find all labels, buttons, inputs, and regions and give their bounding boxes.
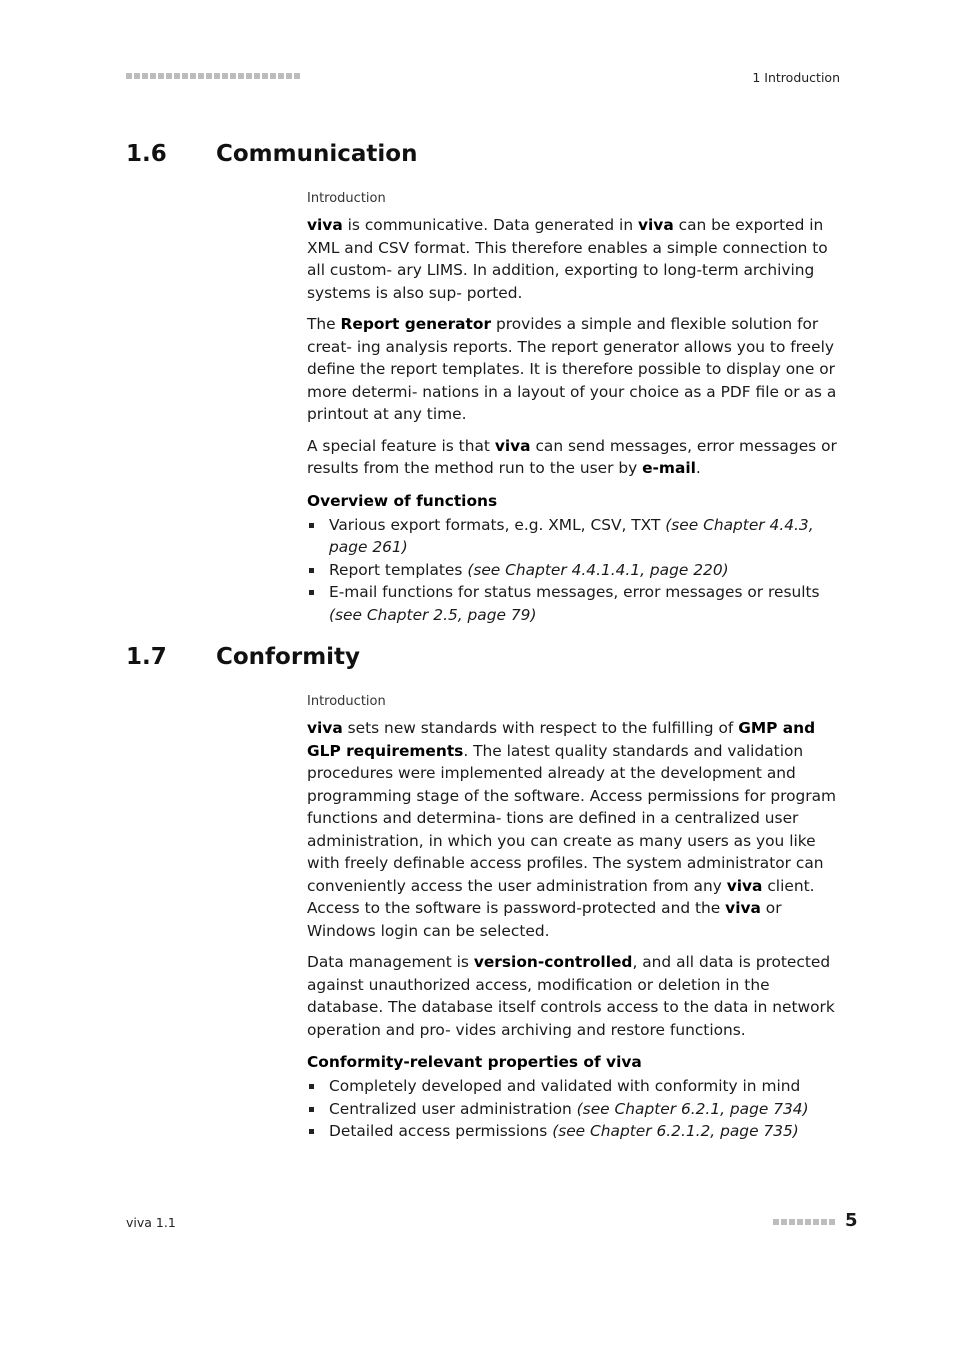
section-title: Conformity	[216, 644, 361, 670]
section-title: Communication	[216, 141, 418, 167]
bold-term: e-mail	[642, 459, 696, 477]
paragraphs	[307, 717, 840, 1041]
section-body-communication	[307, 191, 840, 626]
subheading-overview-of-functions: Overview of functions	[307, 491, 498, 510]
list-item	[307, 581, 840, 626]
margin-label: Introduction	[307, 191, 386, 206]
footer-decoration	[773, 1219, 835, 1225]
text-run: can send messages, error messages or results from the method run to the user by	[307, 436, 837, 477]
list-item-text: Detailed access permissions	[329, 1122, 553, 1140]
bold-term: viva	[637, 216, 674, 234]
section-heading-communication	[126, 141, 417, 167]
cross-reference-link[interactable]: (see Chapter 6.2.1, page 734)	[576, 1099, 809, 1118]
text-run: Data management is	[307, 953, 474, 971]
text-run: can be exported in XML and CSV format. This therefore enables a simple connection to all custom- ary LIMS. In addition, exporting to long-term archiving systems is also sup- ported.	[307, 216, 828, 302]
paragraphs	[307, 214, 840, 480]
bold-term: GMP and GLP requirements	[307, 719, 816, 760]
list-item-text: Completely developed and validated with conformity in mind	[329, 1077, 801, 1095]
list-item-text: E-mail functions for status messages, error messages or results	[329, 583, 820, 601]
section-number: 1.7	[126, 644, 167, 670]
functions-list	[307, 514, 840, 627]
cross-reference-link[interactable]: (see Chapter 4.4.3, page 261)	[329, 515, 814, 556]
section-body-conformity	[307, 694, 840, 1143]
list-item	[307, 559, 840, 582]
bold-term: version-controlled	[473, 953, 633, 971]
list-item	[307, 514, 840, 559]
paragraph	[307, 214, 840, 304]
bold-term: viva	[307, 719, 343, 737]
text-run: A special feature is that	[307, 436, 495, 455]
bold-term: viva	[494, 436, 531, 455]
section-heading-conformity	[126, 644, 360, 670]
bold-term: viva	[726, 876, 763, 895]
cross-reference-link[interactable]: (see Chapter 4.4.1.4.1, page 220)	[467, 560, 729, 579]
text-run: .	[695, 459, 701, 477]
text-run: , and all data is protected against unauthorized access, modification or deletion in the database. The database itself controls access to the data in network operation and pro- vides archiving and restore functions.	[307, 953, 835, 1039]
list-item	[307, 1120, 840, 1143]
cross-reference-link[interactable]: (see Chapter 6.2.1.2, page 735)	[552, 1122, 799, 1140]
cross-reference-link[interactable]: (see Chapter 2.5, page 79)	[329, 605, 537, 624]
subheading-conformity-properties: Conformity-relevant properties of viva	[307, 1053, 642, 1071]
list-item	[307, 1098, 840, 1121]
list-item-text: Report templates	[329, 560, 468, 579]
paragraph	[307, 717, 840, 942]
header-decoration	[126, 73, 300, 79]
text-run: . The latest quality standards and validation procedures were implemented already at the development and programming stage of the software. Access permissions for program functions and determina- tions are defined in a centralized user administration, in which you can create as many users as you like with freely definable access profiles. The system administrator can conveniently access the user administration from any	[307, 741, 837, 895]
bold-term: viva	[725, 899, 761, 917]
page-number: 5	[845, 1210, 858, 1231]
text-run: The	[307, 315, 341, 333]
list-item	[307, 1075, 840, 1098]
text-run: provides a simple and flexible solution for creat- ing analysis reports. The report generator allows you to freely define the report templates. It is therefore possible to display one or more determi- nations in a layout of your choice as a PDF file or as a printout at any time.	[307, 315, 837, 423]
bold-term: Report generator	[340, 315, 492, 333]
running-header-chapter: 1 Introduction	[752, 70, 840, 85]
text-run: or Windows login can be selected.	[307, 899, 782, 940]
text-run: client. Access to the software is password-protected and the	[307, 876, 815, 917]
conformity-list	[307, 1075, 840, 1143]
list-item-text: Centralized user administration	[329, 1099, 577, 1118]
bold-term: viva	[307, 216, 343, 234]
paragraph	[307, 435, 840, 480]
paragraph	[307, 951, 840, 1041]
paragraph	[307, 313, 840, 426]
section-number: 1.6	[126, 141, 167, 167]
footer-product: viva 1.1	[126, 1215, 176, 1230]
text-run: is communicative. Data generated in	[342, 216, 638, 234]
margin-label: Introduction	[307, 694, 386, 709]
list-item-text: Various export formats, e.g. XML, CSV, TXT	[329, 515, 666, 534]
text-run: sets new standards with respect to the fulfilling of	[342, 719, 739, 737]
